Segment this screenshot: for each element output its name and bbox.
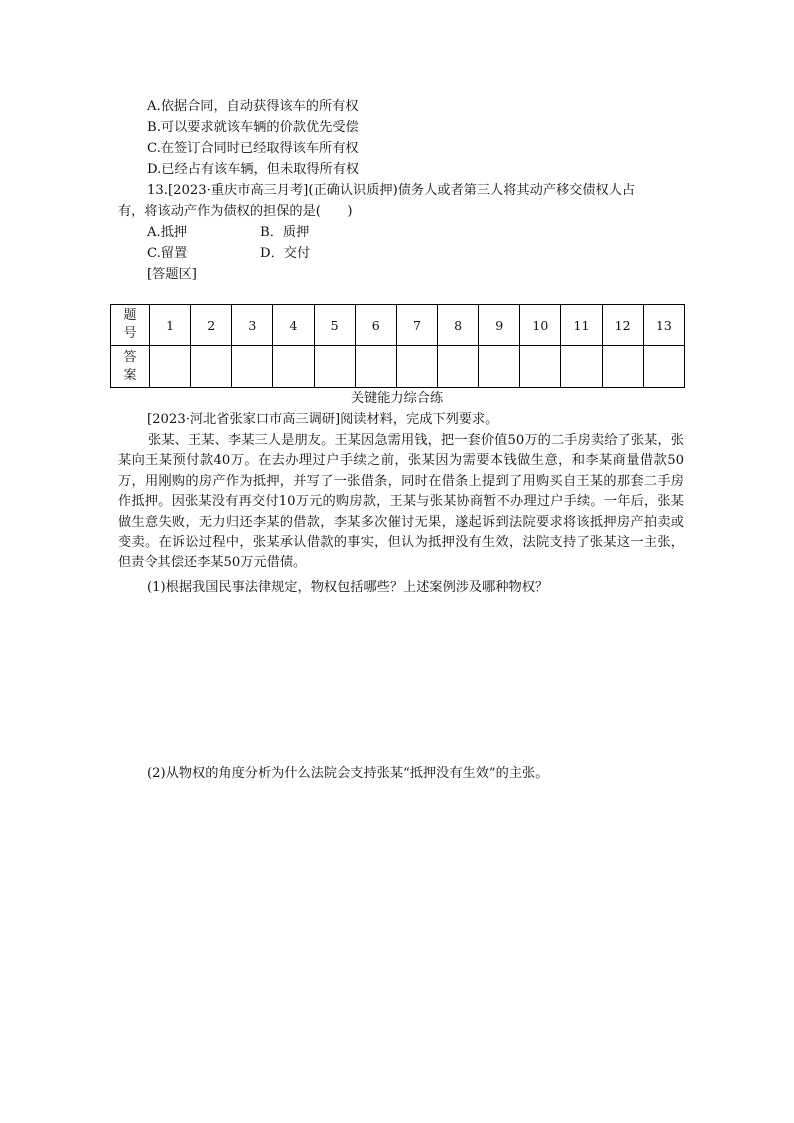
answer-cell-10[interactable]	[520, 346, 561, 388]
section-title: 关键能力综合练	[350, 391, 444, 406]
q12-option-a: A.依据合同，自动获得该车的所有权	[147, 99, 359, 114]
question-2: (2)从物权的角度分析为什么法院会支持张某“抵押没有生效”的主张。	[147, 766, 549, 781]
material-paragraph: 张某、王某、李某三人是朋友。王某因急需用钱，把一套价值50万的二手房卖给了张某，张某向王某预付款40万。在去办理过户手续之前，张某因为需要本钱做生意，和李某商量借款50万，用刚购的房产作为抵押，并写了一张借条，同时在借条上提到了用购买自王某的那套二手房作抵押。因张某没有再交付10万元的购房款，王某与张某协商暂不办理过户手续。一年后，张某做生意失败，无力归还李某的借款，李某多次催讨无果，遂起诉到法院要求将该抵押房产拍卖或变卖。在诉讼过程中，张某承认借款的事实，但认为抵押没有生效，法院支持了张某这一主张，但责令其偿还李某50万元借债。	[118, 433, 684, 571]
answer-area-label: [答题区]	[147, 267, 197, 282]
q13-stem-line2: 有，将该动产作为债权的担保的是( )	[118, 204, 353, 219]
q13-option-d: D．交付	[260, 246, 311, 261]
answer-cell-1[interactable]	[150, 346, 191, 388]
question-1: (1)根据我国民事法律规定，物权包括哪些？上述案例涉及哪种物权？	[147, 580, 549, 595]
question-number-cell: 13	[643, 305, 684, 346]
q13-option-c: C.留置	[147, 246, 188, 261]
answer-cell-6[interactable]	[355, 346, 396, 388]
q13-option-b: B．质押	[260, 225, 310, 240]
answer-table	[110, 304, 685, 388]
answer-cell-11[interactable]	[561, 346, 602, 388]
answer-header-char1: 答	[123, 349, 137, 365]
question-number-cell: 9	[479, 305, 520, 346]
q13-options-row2	[147, 244, 310, 264]
answer-cell-9[interactable]	[479, 346, 520, 388]
question-number-cell: 7	[396, 305, 437, 346]
question-number-cell: 12	[602, 305, 643, 346]
answer-header-char2: 案	[123, 367, 137, 383]
q12-option-d: D.已经占有该车辆，但未取得所有权	[147, 162, 360, 177]
answer-table-number-row	[111, 305, 685, 346]
question-number-header-char1: 题	[123, 308, 137, 323]
q13-stem-line1: 13.[2023·重庆市高三月考](正确认识质押)债务人或者第三人将其动产移交债权人占	[147, 183, 636, 198]
answer-cell-5[interactable]	[314, 346, 355, 388]
question-number-cell: 6	[355, 305, 396, 346]
q12-option-b: B.可以要求就该车辆的价款优先受偿	[147, 120, 359, 135]
answer-cell-7[interactable]	[396, 346, 437, 388]
question-number-cell: 3	[232, 305, 273, 346]
answer-cell-12[interactable]	[602, 346, 643, 388]
question-number-cell: 4	[273, 305, 314, 346]
q12-option-c: C.在签订合同时已经取得该车所有权	[147, 141, 359, 156]
answer-cell-2[interactable]	[191, 346, 232, 388]
answer-table-answer-row	[111, 346, 685, 388]
q13-options-row1	[147, 223, 309, 243]
material-source: [2023·河北省张家口市高三调研]阅读材料，完成下列要求。	[147, 412, 499, 427]
question-number-header	[111, 305, 150, 346]
answer-cell-4[interactable]	[273, 346, 314, 388]
question-number-cell: 2	[191, 305, 232, 346]
answer-header	[111, 346, 150, 388]
question-number-cell: 5	[314, 305, 355, 346]
question-number-cell: 1	[150, 305, 191, 346]
question-number-cell: 8	[437, 305, 478, 346]
answer-cell-8[interactable]	[437, 346, 478, 388]
question-number-header-char2: 号	[123, 326, 137, 341]
answer-cell-3[interactable]	[232, 346, 273, 388]
q13-option-a: A.抵押	[147, 225, 188, 240]
answer-cell-13[interactable]	[643, 346, 684, 388]
question-number-cell: 11	[561, 305, 602, 346]
question-number-cell: 10	[520, 305, 561, 346]
